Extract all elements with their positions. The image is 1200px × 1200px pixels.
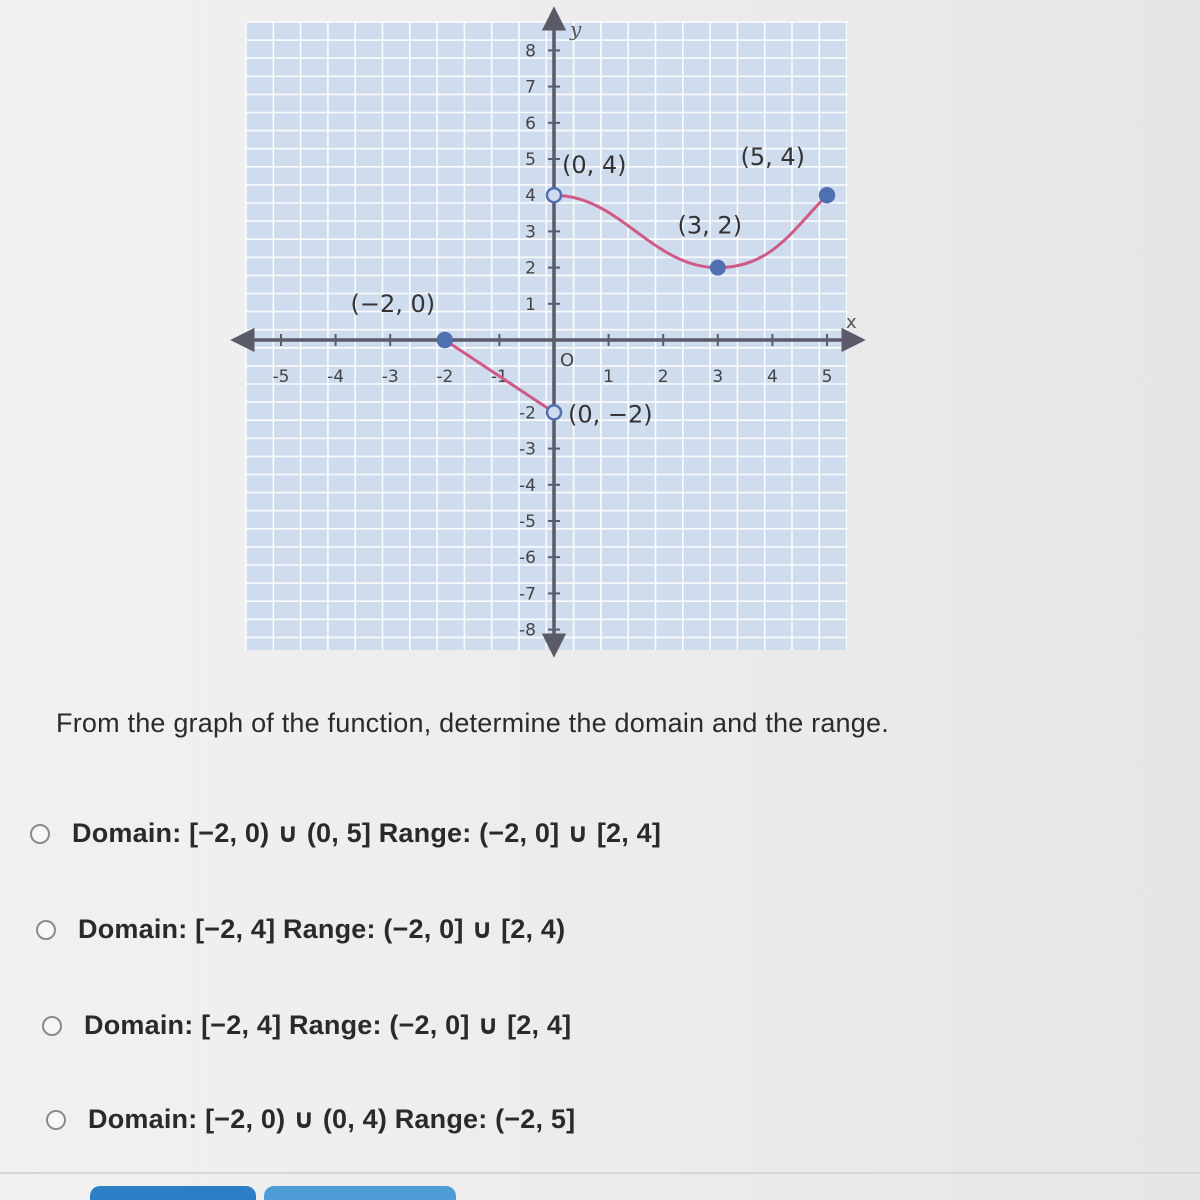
x-tick-label: 5 <box>821 367 833 387</box>
x-tick-label: -5 <box>272 367 290 387</box>
minimum-point <box>711 261 725 275</box>
answer-option-2[interactable] <box>36 914 565 945</box>
y-tick-label: -5 <box>519 512 536 532</box>
y-tick-label: 5 <box>525 150 536 170</box>
origin-label: O <box>560 350 575 371</box>
x-tick-label: -1 <box>490 367 508 387</box>
answer-option-3-label: Domain: [−2, 4] Range: (−2, 0] ∪ [2, 4] <box>84 1010 572 1040</box>
point-annotation: (0, 4) <box>562 151 627 180</box>
y-tick-label: -6 <box>519 548 536 569</box>
radio-button-1[interactable] <box>30 824 50 844</box>
x-axis-label: x <box>846 312 857 333</box>
y-tick-label: -4 <box>519 475 536 496</box>
x-tick-label: -2 <box>436 367 454 387</box>
answer-option-3[interactable] <box>42 1010 571 1041</box>
open-endpoint <box>547 405 561 419</box>
action-button-secondary[interactable] <box>264 1186 456 1200</box>
x-tick-label: -3 <box>381 367 399 387</box>
open-endpoint <box>547 188 561 202</box>
x-tick-label: 4 <box>766 367 778 387</box>
y-tick-label: 4 <box>525 186 536 207</box>
y-tick-label: 7 <box>525 77 536 98</box>
action-button-primary[interactable] <box>90 1186 256 1200</box>
y-tick-label: -3 <box>519 439 536 460</box>
x-tick-label: 3 <box>712 367 724 387</box>
x-tick-label: 1 <box>603 367 615 387</box>
y-tick-label: 2 <box>525 258 536 279</box>
y-tick-label: -2 <box>519 403 536 424</box>
y-tick-label: 3 <box>525 222 536 243</box>
y-tick-label: 1 <box>525 294 536 315</box>
point-annotation: (0, −2) <box>568 400 653 429</box>
answer-option-4[interactable] <box>46 1104 575 1135</box>
radio-button-4[interactable] <box>46 1110 66 1130</box>
radio-button-3[interactable] <box>42 1016 62 1036</box>
point-annotation: (−2, 0) <box>350 290 436 318</box>
answer-option-1-label: Domain: [−2, 0) ∪ (0, 5] Range: (−2, 0] ∪ [2, 4] <box>72 818 662 848</box>
closed-endpoint <box>820 188 834 202</box>
y-tick-label: 8 <box>525 41 536 62</box>
closed-endpoint <box>438 333 452 347</box>
point-annotation: (5, 4) <box>740 143 805 172</box>
point-annotation: (3, 2) <box>677 211 743 240</box>
y-tick-label: 6 <box>525 113 536 134</box>
radio-button-2[interactable] <box>36 920 56 940</box>
question-text: From the graph of the function, determine the domain and the range. <box>56 708 889 738</box>
y-tick-label: -8 <box>519 620 536 641</box>
y-axis-label: y <box>570 17 582 41</box>
answer-option-2-label: Domain: [−2, 4] Range: (−2, 0] ∪ [2, 4) <box>78 914 566 944</box>
x-tick-label: -4 <box>327 367 345 387</box>
answer-option-1[interactable] <box>30 818 661 849</box>
y-tick-label: -7 <box>519 584 536 605</box>
x-tick-label: 2 <box>657 367 669 387</box>
answer-option-4-label: Domain: [−2, 0) ∪ (0, 4) Range: (−2, 5] <box>88 1104 576 1134</box>
